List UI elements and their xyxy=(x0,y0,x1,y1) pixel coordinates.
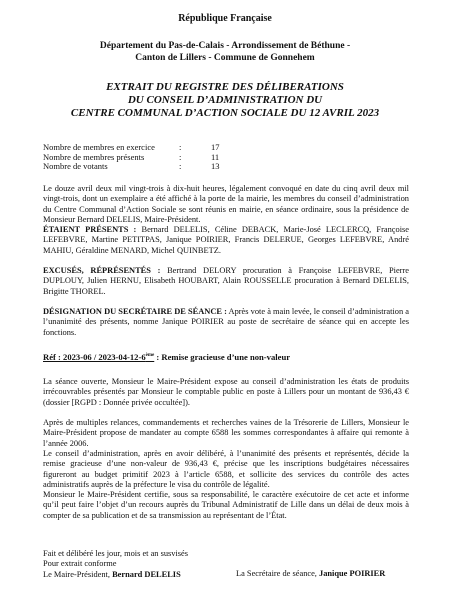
signature-line: Pour extrait conforme xyxy=(43,559,117,569)
excuses-paragraph xyxy=(43,266,409,297)
title-line-1: EXTRAIT DU REGISTRE DES DÉLIBERATIONS xyxy=(106,81,344,93)
reference-subject: : Remise gracieuse d’une non-valeur xyxy=(154,352,291,362)
title-line-2: DU CONSEIL D’ADMINISTRATION DU xyxy=(127,94,323,106)
secretary-signature-name: Janique POIRIER xyxy=(319,569,386,578)
president-name: Bernard DELELIS xyxy=(112,569,181,579)
signature-right xyxy=(236,569,385,579)
body-paragraph: Monsieur le Maire-Président certifie, sous sa responsabilité, le caractère exécutoire de cet acte et informe qu’il peut faire l’objet d’un recours auprès du Tribunal Administratif de Lille dans un délai de deux mois à compter de sa publication et de sa transmission au représentant de l’État. xyxy=(43,490,409,520)
secretary-signature-label: La Secrétaire de séance, xyxy=(236,569,319,578)
reference-superscript: ème xyxy=(145,353,155,359)
signature-left xyxy=(43,549,188,580)
secretary-text: Après vote à main levée, le conseil d’administration a l’unanimité des présents, nomme Janique POIRIER au poste de secrétaire de séance qui en accepte les fonctions. xyxy=(43,307,409,337)
reference-number xyxy=(43,352,154,362)
title-line-3: CENTRE COMMUNAL D’ACTION SOCIALE DU 12 AVRIL 2023 xyxy=(70,107,380,119)
presents-label: ÉTAIENT PRÉSENTS : xyxy=(43,225,137,234)
reference-code: Réf : 2023-06 / 2023-04-12-6 xyxy=(43,352,146,362)
count-value: 13 xyxy=(211,161,220,171)
body-paragraph: Après de multiples relances, commandements et recherches vaines de la Trésorerie de Lillers, Monsieur le Maire-Président propose de mandater au compte 6588 les sommes correspondantes à affaire qui remonte à l’année 2006. xyxy=(43,418,409,448)
count-label: Nombre de votants xyxy=(43,161,108,171)
president-signature xyxy=(43,570,188,580)
count-value: 17 xyxy=(211,142,220,152)
secretary-paragraph xyxy=(43,307,409,338)
department-heading xyxy=(40,40,410,64)
count-separator: : xyxy=(179,151,182,162)
presents-paragraph xyxy=(43,225,409,256)
signature-line: Fait et délibéré les jour, mois et an susvisés xyxy=(43,549,189,558)
count-value: 11 xyxy=(211,151,220,162)
count-label: Nombre de membres présents xyxy=(43,151,145,162)
secretary-label: DÉSIGNATION DU SECRÉTAIRE DE SÉANCE : xyxy=(43,307,227,316)
document-title xyxy=(40,81,410,120)
commune-line: Canton de Lillers - Commune de Gonnehem xyxy=(135,53,315,63)
count-label: Nombre de membres en exercice xyxy=(43,142,155,152)
count-separator: : xyxy=(179,142,182,152)
member-counts xyxy=(43,143,220,172)
presents-list: Bernard DELELIS, Céline DEBACK, Marie-José LECLERCQ, Françoise LEFEBVRE, Martine PETITPAS, Janique POIRIER, Francis DELERUE, Georges LEFEBVRE, André MAHIU, Géraldine MENARD, Michel QUINBETZ. xyxy=(43,225,409,255)
body-paragraph: La séance ouverte, Monsieur le Maire-Président expose au conseil d’administration les états de produits irrécouvrables présentés par Monsieur le comptable public en poste à Lillers pour un montant de 936,43 € (dossier [RGPD : Donnée privée occultée]). xyxy=(43,377,409,407)
count-row xyxy=(43,162,220,172)
count-separator: : xyxy=(179,161,182,171)
president-label: Le Maire-Président, xyxy=(43,569,113,579)
department-line: Département du Pas-de-Calais - Arrondissement de Béthune - xyxy=(99,41,351,51)
excuses-list: Bertrand DELORY procuration à Françoise LEFEBVRE, Pierre DUPLOUY, Julien HERNU, Elisabeth HOUBART, Alain ROUSSELLE procuration à Bernard DELELIS, Brigitte THOREL. xyxy=(43,266,409,296)
intro-paragraph: Le douze avril deux mil vingt-trois à dix-huit heures, légalement convoqué en date du cinq avril deux mil vingt-trois, dont un exemplaire a été affiché à la porte de la mairie, les membres du conseil d’administration du Centre Communal d’Action Sociale se sont réunis en mairie, en séance ordinaire, sous la présidence de Monsieur Bernard DELELIS, Maire-Président. xyxy=(43,184,409,224)
body-paragraph: Le conseil d’administration, après en avoir délibéré, à l’unanimité des présents et représentés, décide la remise gracieuse d’une non-valeur de 936,43 €, précise que les inscriptions budgétaires nécessaires figureront au budget primitif 2023 à l’article 6588, et sollicite des services du contrôle des actes administratifs auprès de la préfecture le visa du contrôle de légalité. xyxy=(43,449,409,489)
republic-heading: République Française xyxy=(178,13,272,24)
deliberation-reference xyxy=(43,352,290,362)
excuses-label: EXCUSÉS, RÉPRÉSENTÉS : xyxy=(43,266,161,275)
